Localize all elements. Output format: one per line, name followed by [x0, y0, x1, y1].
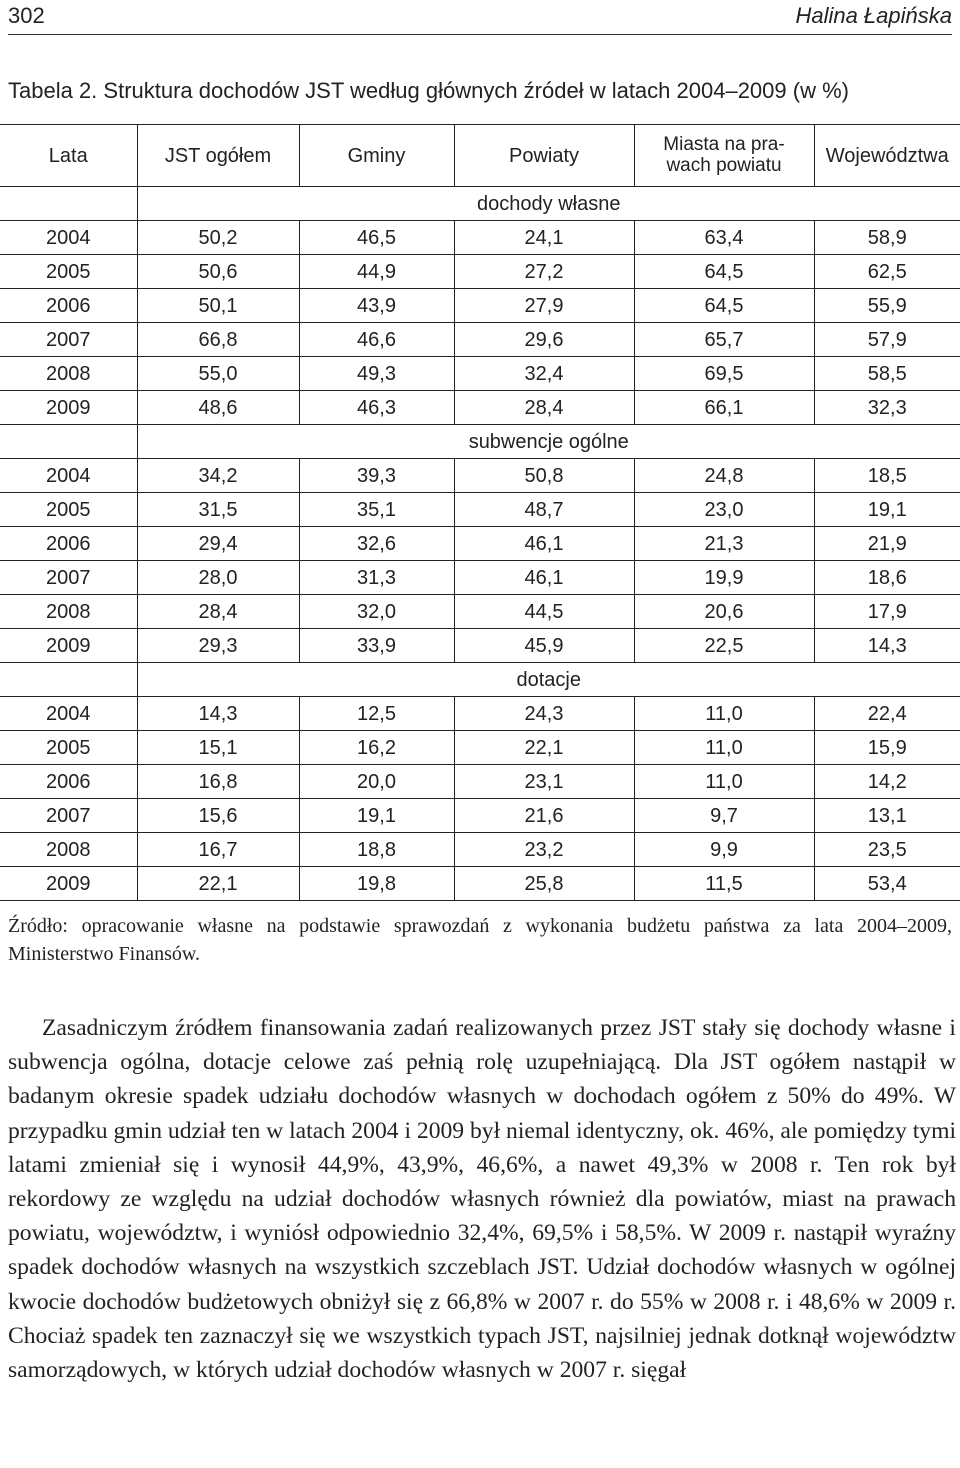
value-cell: 35,1 — [299, 493, 454, 527]
source-note: Źródło: opracowanie własne na podstawie sprawozdań z wykonania budżetu państwa za lata 2004–2009, Ministerstwo Finansów. — [8, 915, 952, 965]
value-cell: 48,7 — [454, 493, 634, 527]
value-cell: 11,0 — [634, 765, 814, 799]
value-cell: 66,8 — [137, 323, 299, 357]
column-header: Powiaty — [454, 125, 634, 187]
value-cell: 45,9 — [454, 629, 634, 663]
year-cell: 2007 — [0, 799, 137, 833]
value-cell: 15,1 — [137, 731, 299, 765]
section-title: dochody własne — [137, 187, 960, 221]
value-cell: 16,7 — [137, 833, 299, 867]
year-cell: 2008 — [0, 833, 137, 867]
table-row — [0, 391, 960, 425]
value-cell: 23,2 — [454, 833, 634, 867]
value-cell: 18,8 — [299, 833, 454, 867]
value-cell: 24,1 — [454, 221, 634, 255]
value-cell: 23,1 — [454, 765, 634, 799]
value-cell: 14,2 — [814, 765, 960, 799]
value-cell: 23,0 — [634, 493, 814, 527]
value-cell: 14,3 — [137, 697, 299, 731]
table-row — [0, 255, 960, 289]
value-cell: 19,1 — [299, 799, 454, 833]
table-row — [0, 731, 960, 765]
year-cell: 2004 — [0, 459, 137, 493]
section-header-row — [0, 663, 960, 697]
value-cell: 46,5 — [299, 221, 454, 255]
table-row — [0, 459, 960, 493]
value-cell: 22,5 — [634, 629, 814, 663]
value-cell: 58,9 — [814, 221, 960, 255]
value-cell: 21,3 — [634, 527, 814, 561]
value-cell: 65,7 — [634, 323, 814, 357]
value-cell: 21,9 — [814, 527, 960, 561]
value-cell: 28,4 — [454, 391, 634, 425]
value-cell: 32,3 — [814, 391, 960, 425]
section-title: subwencje ogólne — [137, 425, 960, 459]
value-cell: 22,1 — [137, 867, 299, 901]
value-cell: 46,6 — [299, 323, 454, 357]
column-header: Lata — [0, 125, 137, 187]
year-cell: 2004 — [0, 697, 137, 731]
year-cell: 2009 — [0, 391, 137, 425]
column-header: JST ogółem — [137, 125, 299, 187]
value-cell: 32,6 — [299, 527, 454, 561]
running-header-author: Halina Łapińska — [795, 3, 952, 28]
table-row — [0, 357, 960, 391]
table-header-row — [0, 125, 960, 187]
year-cell: 2006 — [0, 765, 137, 799]
value-cell: 49,3 — [299, 357, 454, 391]
value-cell: 20,0 — [299, 765, 454, 799]
column-header: Gminy — [299, 125, 454, 187]
table-row — [0, 595, 960, 629]
value-cell: 19,9 — [634, 561, 814, 595]
table-row — [0, 799, 960, 833]
value-cell: 44,9 — [299, 255, 454, 289]
table-row — [0, 527, 960, 561]
value-cell: 22,4 — [814, 697, 960, 731]
table-row — [0, 697, 960, 731]
value-cell: 28,0 — [137, 561, 299, 595]
value-cell: 69,5 — [634, 357, 814, 391]
value-cell: 62,5 — [814, 255, 960, 289]
table-row — [0, 629, 960, 663]
year-cell: 2005 — [0, 493, 137, 527]
table-caption: Tabela 2. Struktura dochodów JST według głównych źródeł w latach 2004–2009 (w %) — [8, 78, 849, 103]
table-row — [0, 493, 960, 527]
value-cell: 29,6 — [454, 323, 634, 357]
value-cell: 16,8 — [137, 765, 299, 799]
value-cell: 18,6 — [814, 561, 960, 595]
body-paragraph: Zasadniczym źródłem finansowania zadań realizowanych przez JST stały się dochody własne i subwencja ogólna, dotacje celowe zaś pełnią rolę uzupełniającą. Dla JST ogółem nastąpił w badanym okresie spadek udziału dochodów własnych w dochodach ogółem z 50% do 49%. W przypadku gmin udział ten w latach 2004 i 2009 był niemal identyczny, ok. 46%, ale pomiędzy tymi latami zmieniał się i wynosił 44,9%, 43,9%, 46,6%, a nawet 49,3% w 2008 r. Ten rok był rekordowy ze względu na udział dochodów własnych również dla powiatów, miast na prawach powiatu, województw, i wyniósł odpowiednio 32,4%, 69,5% i 58,5%. W 2009 r. nastąpił wyraźny spadek dochodów własnych na wszystkich szczeblach JST. Udział dochodów własnych w ogólnej kwocie dochodów budżetowych obniżył się z 66,8% w 2007 r. do 55% w 2008 r. i 48,6% w 2009 r. Chociaż spadek ten zaznaczył się we wszystkich typach JST, najsilniej jednak dotknął województw samorządowych, w których udział dochodów własnych w 2007 r. sięgał — [8, 1015, 956, 1384]
value-cell: 22,1 — [454, 731, 634, 765]
year-cell: 2009 — [0, 629, 137, 663]
year-cell: 2006 — [0, 289, 137, 323]
value-cell: 13,1 — [814, 799, 960, 833]
year-cell: 2005 — [0, 255, 137, 289]
column-header: Miasta na pra- wach powiatu — [634, 125, 814, 187]
value-cell: 11,0 — [634, 697, 814, 731]
value-cell: 27,9 — [454, 289, 634, 323]
section-header-row — [0, 425, 960, 459]
value-cell: 50,6 — [137, 255, 299, 289]
value-cell: 64,5 — [634, 289, 814, 323]
value-cell: 46,3 — [299, 391, 454, 425]
value-cell: 24,3 — [454, 697, 634, 731]
value-cell: 34,2 — [137, 459, 299, 493]
page-number: 302 — [8, 3, 45, 28]
value-cell: 32,0 — [299, 595, 454, 629]
value-cell: 17,9 — [814, 595, 960, 629]
value-cell: 57,9 — [814, 323, 960, 357]
table-row — [0, 867, 960, 901]
value-cell: 23,5 — [814, 833, 960, 867]
table-row — [0, 765, 960, 799]
value-cell: 66,1 — [634, 391, 814, 425]
table-row — [0, 221, 960, 255]
value-cell: 48,6 — [137, 391, 299, 425]
value-cell: 21,6 — [454, 799, 634, 833]
value-cell: 46,1 — [454, 527, 634, 561]
value-cell: 32,4 — [454, 357, 634, 391]
value-cell: 9,7 — [634, 799, 814, 833]
revenue-structure-table — [0, 124, 960, 901]
table-row — [0, 561, 960, 595]
value-cell: 50,1 — [137, 289, 299, 323]
value-cell: 11,5 — [634, 867, 814, 901]
value-cell: 64,5 — [634, 255, 814, 289]
value-cell: 31,3 — [299, 561, 454, 595]
section-header-row — [0, 187, 960, 221]
value-cell: 15,6 — [137, 799, 299, 833]
value-cell: 18,5 — [814, 459, 960, 493]
value-cell: 50,8 — [454, 459, 634, 493]
value-cell: 15,9 — [814, 731, 960, 765]
value-cell: 50,2 — [137, 221, 299, 255]
year-cell: 2006 — [0, 527, 137, 561]
value-cell: 9,9 — [634, 833, 814, 867]
value-cell: 46,1 — [454, 561, 634, 595]
year-cell: 2008 — [0, 595, 137, 629]
value-cell: 55,9 — [814, 289, 960, 323]
value-cell: 20,6 — [634, 595, 814, 629]
year-cell: 2007 — [0, 561, 137, 595]
column-header: Województwa — [814, 125, 960, 187]
table-row — [0, 833, 960, 867]
page-header — [8, 0, 952, 35]
value-cell: 63,4 — [634, 221, 814, 255]
value-cell: 16,2 — [299, 731, 454, 765]
value-cell: 39,3 — [299, 459, 454, 493]
value-cell: 53,4 — [814, 867, 960, 901]
value-cell: 33,9 — [299, 629, 454, 663]
year-cell: 2009 — [0, 867, 137, 901]
value-cell: 25,8 — [454, 867, 634, 901]
year-cell: 2007 — [0, 323, 137, 357]
value-cell: 29,4 — [137, 527, 299, 561]
year-cell: 2004 — [0, 221, 137, 255]
value-cell: 14,3 — [814, 629, 960, 663]
value-cell: 19,8 — [299, 867, 454, 901]
table-row — [0, 323, 960, 357]
value-cell: 12,5 — [299, 697, 454, 731]
body-text — [8, 1011, 956, 1387]
year-cell: 2005 — [0, 731, 137, 765]
section-title: dotacje — [137, 663, 960, 697]
value-cell: 28,4 — [137, 595, 299, 629]
year-cell: 2008 — [0, 357, 137, 391]
value-cell: 29,3 — [137, 629, 299, 663]
table-row — [0, 289, 960, 323]
value-cell: 58,5 — [814, 357, 960, 391]
value-cell: 31,5 — [137, 493, 299, 527]
value-cell: 19,1 — [814, 493, 960, 527]
value-cell: 43,9 — [299, 289, 454, 323]
value-cell: 44,5 — [454, 595, 634, 629]
value-cell: 55,0 — [137, 357, 299, 391]
value-cell: 24,8 — [634, 459, 814, 493]
value-cell: 11,0 — [634, 731, 814, 765]
value-cell: 27,2 — [454, 255, 634, 289]
